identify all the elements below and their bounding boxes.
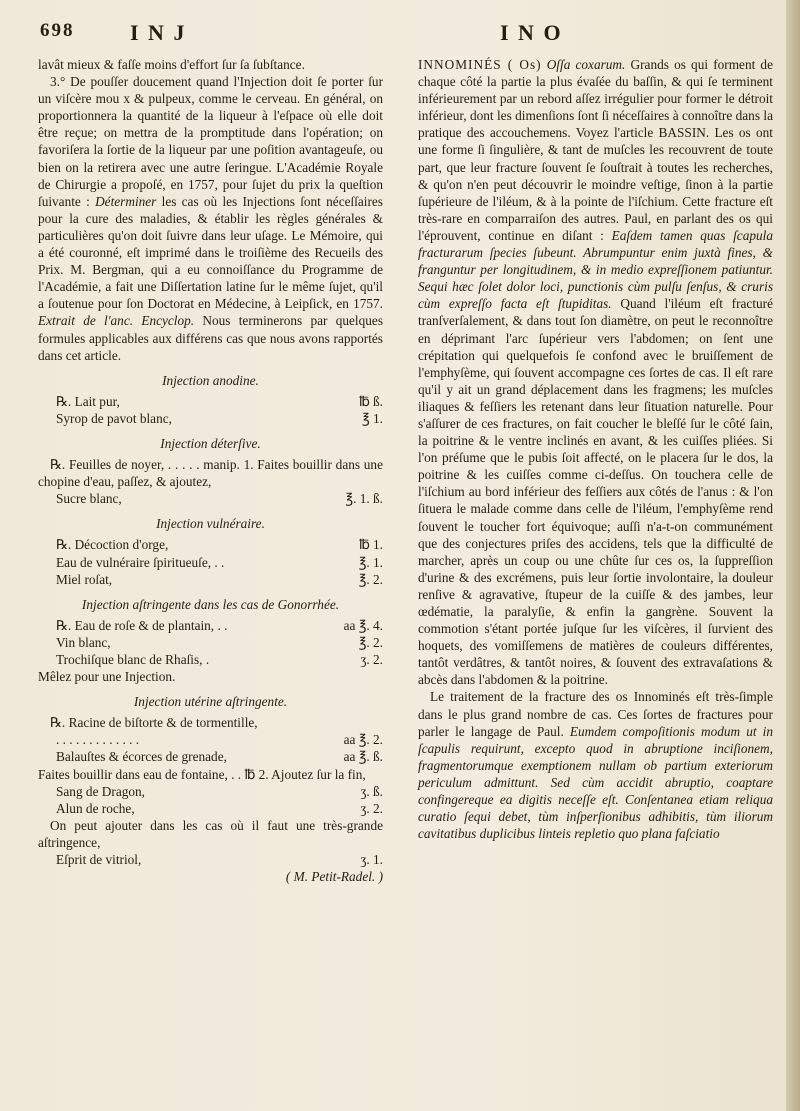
text: Voyez l'article BASSIN. Les os ont une forme ſi ſingulière, & tant de muſcles les recouvrent de toute part, que leur fracture ſouvent ſe ſouſtrait à toutes les recherches, & qu'on n'en peut découvrir le moindre veſtige, ſinon à la partie ſupérieure de l'iléum, & à la pointe de l'iſchium. Cette fracture eſt très-rare en comparraiſon des autres. Paul, en parlant des os qui l'éprouvent, continue en diſant : [418,125,773,243]
quantity: ℔ ß. [358,393,383,409]
ingredient: Syrop de pavot blanc, [56,410,172,426]
recipe-line [38,748,383,765]
recipe-line [38,393,383,410]
right-column [418,56,773,842]
text-italic: Déterminer [95,193,157,209]
ingredient: Eau de vulnéraire ſpiritueuſe, . . [56,554,225,570]
text: Nous terminerons par quelques formules applicables aux différens cas que nous avons rapportés dans cet article. [38,313,383,363]
paragraph [38,73,383,364]
formula-heading: Injection aſtringente dans les cas de Gonorrhée. [81,596,340,612]
formula-heading: Injection utérine aſtringente. [133,694,288,710]
entry-headword: INNOMINÉS ( Os) [418,57,542,72]
quantity: ℥. 1. [358,554,383,570]
quantity: ʒ. 1. [360,852,383,868]
ingredient: Trochiſque blanc de Rhaſis, . [56,652,210,667]
recipe-text: On peut ajouter dans les cas où il faut une très-grande aſtringence, [38,817,383,850]
ingredient: Balauſtes & écorces de grenade, [56,749,227,765]
recipe-line [38,490,383,507]
text: 3.° De pouſſer doucement quand l'Injection doit ſe porter ſur un viſcère mou x & pulpeux, comme le cerveau. En général, on proportionnera la quantité de la liqueur à l'eſpace où elle doit être reçue; on mettra de la promptitude dans l'opération; on favoriſera la ſortie de la liqueur par une poſition avantageuſe, ou bien on la retirera avec une autre ſeringue. L'Académie Royale de Chirurgie a propoſé, en 1757, pour ſujet du prix la queſtion ſuivante : [38,74,383,209]
recipe-line [38,800,383,817]
ingredient: . . . . . . . . . . . . . [56,732,140,748]
recipe-text: ℞. Racine de biſtorte & de tormentille, [50,715,258,731]
page-number: 698 [40,20,75,41]
quantity: ℥. 1. ß. [345,491,383,507]
author-signature: ( M. Petit-Radel. ) [285,869,383,885]
recipe-line [38,851,383,868]
recipe-line [38,536,383,553]
recipe-text: Faites bouillir dans eau de fontaine, . . ℔ 2. Ajoutez ſur la fin, [38,766,366,782]
paragraph [418,688,773,842]
latin-name: Oſſa coxarum. [546,57,626,72]
recipe-lines [38,393,383,427]
ingredient: Sucre blanc, [56,491,122,507]
quantity: ʒ. 2. [360,800,383,816]
ingredient: Miel roſat, [56,571,113,587]
quantity: ℥ 1. [362,410,383,426]
running-header [40,20,760,50]
recipe-line [38,571,383,588]
text: Quand l'iléum eſt fracturé tranſverſalement, & dans tout ſon diamètre, on peut le reconnoître en déprimant l'arc ſupérieur vers l'abdomen; on ſent une crépitation qui quelquefois ſe confond avec le bruiſſement de l'emphyſème, qui ſouvent accompagne ces ſortes de cas. Il eſt rare qu'il y ait un grand déplacement dans les fragmens; les muſcles iliaques & feſſiers les retenant dans leur ſituation naturelle. Pour s'aſſurer de ces fractures, on fait coucher le bleſſé ſur le côté ſain, la poitrine & le ventre inclinés en avant, & les cuiſſes pliées. Si l'on préſume que le pubis ſoit affecté, on le placera ſur le dos, la poitrine & les cuiſſes comme ci-deſſus. On touchera celle de l'iſchium au bord inférieur des feſſiers aux côtés de l'anus : & l'on ſituera le malade comme dans celle de l'iléum, l'emphyſème rend ſouvent le toucher fort équivoque; auſſi n'a-t-on communément que des conjectures priſes des accidens, tels que la difficulté de marcher, après un coup ou une chûte ſur ces os, la ſuppreſſion d'urine & des excrémens, puis leur ſortie involontaire, la douleur renſive & agravative, ſtupeur de la cuiſſe & des jambes, leur œdématie, la paralyſie, & enfin la gangrène. Souvent la commotion s'étant portée juſque ſur les viſcères, il ſurvient des hoquets, des vomiſſemens de matières de couleurs différentes, tantôt verdâtres, & tantôt noires, & ſouvent des extravaſations & abcès dans l'abdomen & la poitrine. [418,296,773,688]
recipe-line [38,731,383,748]
latin-quote: Eaſdem tamen quas ſcapula fracturarum ſpecies ſubeunt. Abrumpuntur enim juxtà fines, & franguntur per longitudinem, & in medio expreſſionem patiuntur. Sequi hæc ſolet dolor loci, punctionis cùm pulſu ſenſus, & cruris cùm expreſſo facta eſt ſtupiditas. [418,227,773,312]
recipe-line [38,783,383,800]
quantity: ℔ 1. [358,537,383,553]
text: Le traitement de la fracture des os Innominés eſt très-ſimple dans le plus grand nombre de cas. Ces ſortes de fractures pour parler le langage de Paul. [418,689,773,739]
ingredient: ℞. Lait pur, [56,393,120,409]
quantity: aa ℥. 4. [343,617,383,633]
page-edge [786,0,800,1111]
text: les cas où les Injections ſont néceſſaires pour la cure des maladies, & établir les règles générales & particulières qu'on doit ſuivre dans leur uſage. Le Mémoire, qui a été couronné, eſt imprimé dans le troiſième des Recueils des Prix. M. Bergman, qui a eu connoiſſance du Programme de l'Académie, a fait une Diſſertation latine ſur le même ſujet, qu'il a ſoutenue pour ſon Doctorat en Médecine, à Leipſick, en 1757. [38,193,383,312]
left-column [38,56,383,885]
quantity: ʒ. 2. [360,652,383,667]
text: Grands os qui forment de chaque côté la partie la plus évaſée du baſſin, & qui ſe terminent inférieurement par un rebord aſſez irrégulier pour former le détroit inférieur, dont les dimenſions ſont ſi néceſſaires à connoître dans la pratique des accouchemens. [418,57,773,141]
ingredient: Alun de roche, [56,800,135,816]
recipe-line [38,651,383,668]
quantity: ℥. 2. [358,571,383,587]
ingredient: ℞. Eau de roſe & de plantain, . . [56,617,228,633]
quantity: ʒ. ß. [360,783,383,799]
recipe-line [38,617,383,634]
quantity: aa ℥. ß. [343,749,383,765]
recipe-lines [38,783,383,817]
ingredient: Sang de Dragon, [56,783,145,799]
recipe-line [38,634,383,651]
quantity: ℥. 2. [358,634,383,650]
formula-heading: Injection vulnéraire. [156,516,265,532]
recipe-lines [38,851,383,868]
source-citation: Extrait de l'anc. Encyclop. [38,313,195,329]
recipe-lines [38,536,383,587]
latin-quote: Eumdem compoſitionis modum ut in ſcapulis requirunt, excepto quod in abruptione inciſionem, fragmentorumque exemptionem nullam ob partium exteriorum periculum admittunt. Sed cùm accidit abruptio, coaptare confingereque ea digitis neceſſe eſt. Conſentanea etiam reliqua curatio ſequi debet, tùm inſperſionibus adhibitis, tùm iliorum cavitatibus duplicibus linteis repletio quo plana faſciatio [418,723,773,842]
recipe-lines [38,731,383,765]
ingredient: ℞. Décoction d'orge, [56,537,169,553]
ingredient: Eſprit de vitriol, [56,852,142,868]
formula-heading: Injection déterſive. [160,435,261,451]
right-running-title: I N O [500,20,563,45]
recipe-lines [38,617,383,668]
left-running-title: I N J [130,20,187,45]
paragraph: lavât mieux & faſſe moins d'effort ſur ſa ſubſtance. [38,57,305,72]
paragraph [418,56,773,688]
recipe-text: ℞. Feuilles de noyer, . . . . . manip. 1. Faites bouillir dans une chopine d'eau, paſſez, & ajoutez, [38,457,383,490]
recipe-line [38,554,383,571]
recipe-text: Mêlez pour une Injection. [38,669,176,685]
quantity: aa ℥. 2. [343,732,383,748]
recipe-lines [38,490,383,507]
ingredient: Vin blanc, [56,634,111,650]
recipe-line [38,410,383,427]
formula-heading: Injection anodine. [162,372,259,388]
